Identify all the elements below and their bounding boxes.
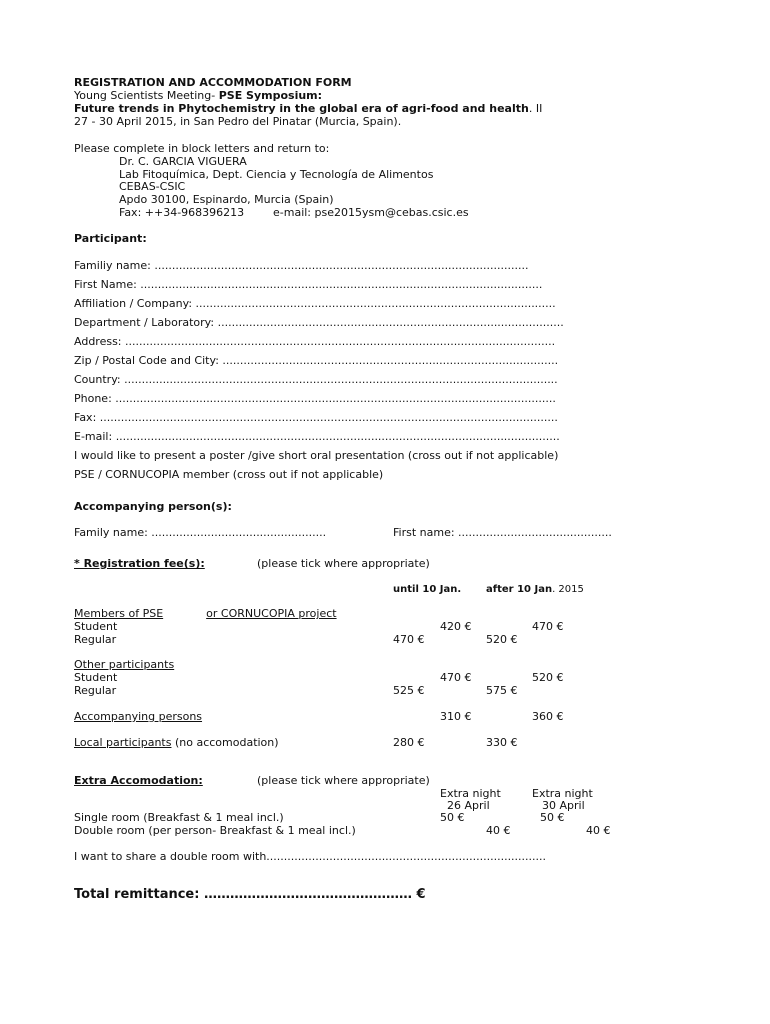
membership-option[interactable]: PSE / CORNUCOPIA member (cross out if not applicable): [74, 468, 384, 481]
col-after-jan: [486, 583, 584, 596]
accompanying-first-field[interactable]: First name: ............................................: [393, 526, 612, 539]
contact-fax: Fax: ++34-968396213: [119, 206, 245, 219]
accompanying-family-field[interactable]: Family name: ..................................................: [74, 526, 327, 539]
col-until-jan: until 10 Jan.: [393, 584, 462, 595]
form-title: REGISTRATION AND ACCOMMODATION FORM: [74, 76, 352, 89]
fee-accompanying-early[interactable]: 310 €: [440, 710, 472, 723]
single-26-price[interactable]: 50 €: [440, 811, 465, 824]
meeting-line: [74, 89, 322, 102]
extra-col-30-a: Extra night: [532, 787, 593, 800]
return-intro: Please complete in block letters and return to:: [74, 142, 330, 155]
fee-other-regular-early[interactable]: 525 €: [393, 684, 425, 697]
zip-city-field[interactable]: Zip / Postal Code and City: ................................................................................................: [74, 354, 559, 367]
total-remittance[interactable]: Total remittance: ………………………………………… €: [74, 887, 426, 902]
meeting-prefix: Young Scientists Meeting-: [74, 89, 219, 102]
local-note: (no accomodation): [171, 736, 279, 749]
fee-members-student-late[interactable]: 470 €: [532, 620, 564, 633]
address-line: CEBAS-CSIC: [119, 180, 186, 193]
extra-col-26-a: Extra night: [440, 787, 501, 800]
members-pse: Members of PSE: [74, 607, 164, 620]
meeting-name: PSE Symposium:: [218, 89, 323, 102]
address-line: Dr. C. GARCIA VIGUERA: [119, 155, 247, 168]
local-participants-label: [74, 736, 279, 749]
registration-note: (please tick where appropriate): [257, 557, 430, 570]
presentation-option[interactable]: I would like to present a poster /give short oral presentation (cross out if not applicable): [74, 449, 559, 462]
first-name-field[interactable]: First Name: ...................................................................................................................: [74, 278, 543, 291]
members-cornucopia: or CORNUCOPIA project: [206, 607, 337, 620]
col-after-jan-year: . 2015: [552, 584, 584, 595]
participant-heading: Participant:: [74, 232, 147, 245]
fee-other-regular-late[interactable]: 575 €: [486, 684, 518, 697]
double-room-label: Double room (per person- Breakfast & 1 meal incl.): [74, 824, 356, 837]
single-room-label: Single room (Breakfast & 1 meal incl.): [74, 811, 284, 824]
address-field[interactable]: Address: ...........................................................................................................................: [74, 335, 556, 348]
fee-local-late[interactable]: 330 €: [486, 736, 518, 749]
members-label: [74, 607, 337, 620]
accompanying-heading: Accompanying person(s):: [74, 500, 232, 513]
fax-field[interactable]: Fax: ...................................................................................................................................: [74, 411, 558, 424]
address-line: Lab Fitoquímica, Dept. Ciencia y Tecnología de Alimentos: [119, 168, 434, 181]
col-after-jan-label: after 10 Jan: [486, 584, 553, 595]
meeting-dates: 27 - 30 April 2015, in San Pedro del Pinatar (Murcia, Spain).: [74, 115, 402, 128]
fee-members-regular-late[interactable]: 520 €: [486, 633, 518, 646]
fee-local-early[interactable]: 280 €: [393, 736, 425, 749]
members-student-label: Student: [74, 620, 118, 633]
country-field[interactable]: Country: ............................................................................................................................: [74, 373, 558, 386]
fee-accompanying-late[interactable]: 360 €: [532, 710, 564, 723]
affiliation-field[interactable]: Affiliation / Company: .......................................................................................................: [74, 297, 556, 310]
double-26-price[interactable]: 40 €: [486, 824, 511, 837]
registration-heading: * Registration fee(s):: [74, 557, 205, 570]
members-regular-label: Regular: [74, 633, 117, 646]
local-participants: Local participants: [74, 736, 172, 749]
other-student-label: Student: [74, 671, 118, 684]
extra-accommodation-heading: Extra Accomodation:: [74, 774, 203, 787]
fee-members-regular-early[interactable]: 470 €: [393, 633, 425, 646]
extra-col-30-b: 30 April: [542, 799, 585, 812]
extra-note: (please tick where appropriate): [257, 774, 430, 787]
other-regular-label: Regular: [74, 684, 117, 697]
symposium-theme: Future trends in Phytochemistry in the global era of agri-food and health: [74, 102, 529, 115]
fee-other-student-late[interactable]: 520 €: [532, 671, 564, 684]
email-field[interactable]: E-mail: ...............................................................................................................................: [74, 430, 560, 443]
share-room-field[interactable]: I want to share a double room with................................................................................: [74, 850, 547, 863]
extra-col-26-b: 26 April: [447, 799, 490, 812]
double-30-price[interactable]: 40 €: [586, 824, 611, 837]
fee-other-student-early[interactable]: 470 €: [440, 671, 472, 684]
single-30-price[interactable]: 50 €: [540, 811, 565, 824]
address-line: Apdo 30100, Espinardo, Murcia (Spain): [119, 193, 334, 206]
phone-field[interactable]: Phone: ..............................................................................................................................: [74, 392, 556, 405]
family-name-field[interactable]: Familiy name: ...........................................................................................................: [74, 259, 529, 272]
theme-line: [74, 102, 542, 115]
fee-members-student-early[interactable]: 420 €: [440, 620, 472, 633]
department-field[interactable]: Department / Laboratory: ...................................................................................................: [74, 316, 564, 329]
theme-suffix: . II: [528, 102, 543, 115]
other-participants-label: Other participants: [74, 658, 175, 671]
accompanying-persons-label: Accompanying persons: [74, 710, 203, 723]
contact-email: e-mail: pse2015ysm@cebas.csic.es: [273, 206, 469, 219]
